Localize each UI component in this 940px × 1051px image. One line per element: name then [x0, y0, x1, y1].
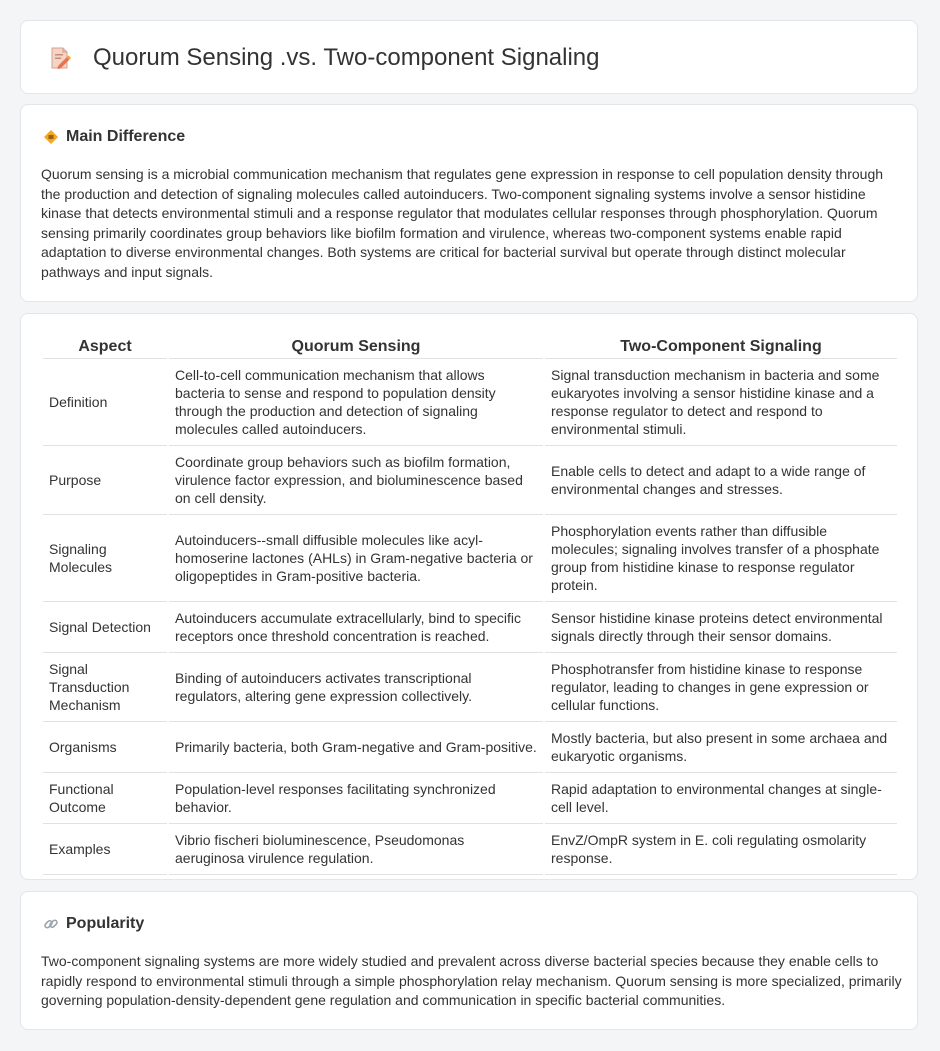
table-row: [43, 824, 897, 875]
header-two-component: Two-Component Signaling: [545, 334, 897, 359]
link-icon: [43, 916, 59, 932]
aspect-cell: Signaling Molecules: [43, 515, 167, 602]
main-difference-card: [20, 104, 918, 302]
popularity-text: Two-component signaling systems are more widely studied and prevalent across diverse bacterial species because they enable cells to rapidly respond to environmental stimuli through a simple phosphorylation relay mechanism. Quorum sensing is more specialized, primarily governing population-density-dependent gene regulation and communication in specific bacterial communities.: [41, 953, 902, 1008]
quorum-sensing-cell: Population-level responses facilitating synchronized behavior.: [169, 773, 543, 824]
header-quorum-sensing: Quorum Sensing: [169, 334, 543, 359]
two-component-cell: Signal transduction mechanism in bacteria and some eukaryotes involving a sensor histidine kinase and a response regulator to detect and respond to environmental stimuli.: [545, 359, 897, 446]
table-row: [43, 515, 897, 602]
quorum-sensing-cell: Vibrio fischeri bioluminescence, Pseudomonas aeruginosa virulence regulation.: [169, 824, 543, 875]
document-pencil-icon: [47, 45, 73, 71]
popularity-card: [20, 891, 918, 1030]
popularity-heading-row: [43, 914, 144, 934]
table-header-row: [43, 334, 897, 359]
two-component-cell: Sensor histidine kinase proteins detect environmental signals directly through their sensor domains.: [545, 602, 897, 653]
main-difference-heading: Main Difference: [66, 128, 186, 145]
comparison-table-card: [20, 313, 918, 880]
quorum-sensing-cell: Autoinducers--small diffusible molecules like acyl-homoserine lactones (AHLs) in Gram-negative bacteria or oligopeptides in Gram-positive bacteria.: [169, 515, 543, 602]
aspect-cell: Functional Outcome: [43, 773, 167, 824]
aspect-cell: Signal Detection: [43, 602, 167, 653]
title-row: [47, 43, 600, 73]
table-row: [43, 359, 897, 446]
table-row: [43, 773, 897, 824]
header-card: [20, 20, 918, 94]
two-component-cell: Phosphorylation events rather than diffusible molecules; signaling involves transfer of a phosphate group from histidine kinase to response regulator protein.: [545, 515, 897, 602]
main-difference-text: Quorum sensing is a microbial communication mechanism that regulates gene expression in response to cell population density through the production and detection of signaling molecules called autoinducers. Two-component signaling systems involve a sensor histidine kinase that detects environmental stimuli and a response regulator that modulates cellular responses through phosphorylation. Quorum sensing primarily coordinates group behaviors like biofilm formation and virulence, whereas two-component systems enable rapid adaptation to diverse environmental changes. Both systems are critical for bacterial survival but operate through distinct molecular pathways and input signals.: [41, 166, 884, 280]
main-difference-heading-row: [43, 127, 185, 147]
two-component-cell: Rapid adaptation to environmental changes at single-cell level.: [545, 773, 897, 824]
quorum-sensing-cell: Binding of autoinducers activates transcriptional regulators, altering gene expression collectively.: [169, 653, 543, 722]
quorum-sensing-cell: Autoinducers accumulate extracellularly, bind to specific receptors once threshold concentration is reached.: [169, 602, 543, 653]
table-row: [43, 722, 897, 773]
page-title: Quorum Sensing .vs. Two-component Signaling: [93, 44, 600, 71]
aspect-cell: Definition: [43, 359, 167, 446]
aspect-cell: Purpose: [43, 446, 167, 515]
quorum-sensing-cell: Cell-to-cell communication mechanism that allows bacteria to sense and respond to population density through the production and detection of signaling molecules called autoinducers.: [169, 359, 543, 446]
two-component-cell: Enable cells to detect and adapt to a wide range of environmental changes and stresses.: [545, 446, 897, 515]
two-component-cell: Phosphotransfer from histidine kinase to response regulator, leading to changes in gene expression or cellular functions.: [545, 653, 897, 722]
aspect-cell: Examples: [43, 824, 167, 875]
table-row: [43, 602, 897, 653]
comparison-table: [41, 334, 899, 875]
two-component-cell: Mostly bacteria, but also present in some archaea and eukaryotic organisms.: [545, 722, 897, 773]
two-component-cell: EnvZ/OmpR system in E. coli regulating osmolarity response.: [545, 824, 897, 875]
table-row: [43, 446, 897, 515]
quorum-sensing-cell: Primarily bacteria, both Gram-negative and Gram-positive.: [169, 722, 543, 773]
table-row: [43, 653, 897, 722]
header-aspect: Aspect: [43, 334, 167, 359]
popularity-heading: Popularity: [66, 915, 145, 932]
diamond-icon: [43, 129, 59, 145]
quorum-sensing-cell: Coordinate group behaviors such as biofilm formation, virulence factor expression, and bioluminescence based on cell density.: [169, 446, 543, 515]
aspect-cell: Signal Transduction Mechanism: [43, 653, 167, 722]
aspect-cell: Organisms: [43, 722, 167, 773]
